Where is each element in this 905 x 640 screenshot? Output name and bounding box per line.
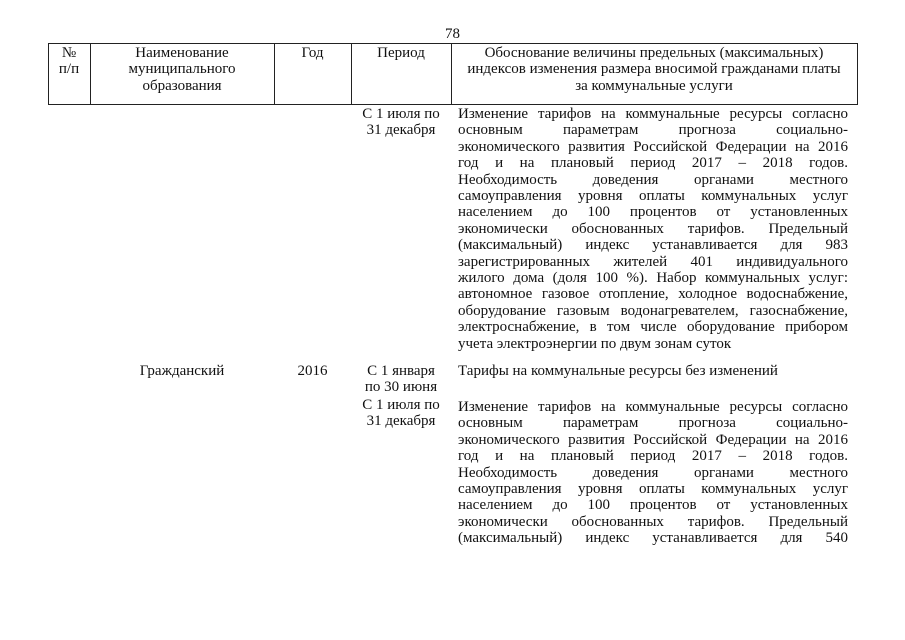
row1-period bbox=[351, 106, 451, 139]
text-line: жилого дома (доля 100 %). Набор коммунальных услуг: bbox=[458, 270, 848, 287]
period-line: С 1 июля по bbox=[362, 397, 440, 413]
header-line: № bbox=[61, 45, 77, 61]
text-line: экономического развития Российской Федерации на 2016 bbox=[458, 431, 848, 448]
header-line: за коммунальные услуги bbox=[575, 77, 733, 94]
period-line: С 1 января bbox=[367, 363, 435, 379]
text-line: Изменение тарифов на коммунальные ресурсы согласно bbox=[458, 106, 848, 122]
row2-period-b bbox=[351, 397, 451, 430]
header-justification bbox=[451, 45, 857, 94]
text-line: (максимальный) индекс устанавливается для 983 bbox=[458, 237, 848, 254]
text-line: экономически обоснованных тарифов. Предельный bbox=[458, 220, 848, 237]
header-bottom-border bbox=[48, 104, 858, 105]
row2-year: 2016 bbox=[297, 363, 328, 379]
text-line: экономически обоснованных тарифов. Предельный bbox=[458, 513, 848, 530]
col-border-5 bbox=[857, 43, 858, 105]
text-line: основным параметрам прогноза социально- bbox=[458, 415, 848, 432]
text-line: населением до 100 процентов от установленных bbox=[458, 204, 848, 221]
text-line: самоуправления уровня оплаты коммунальных услуг bbox=[458, 188, 848, 205]
text-line: Изменение тарифов на коммунальные ресурсы согласно bbox=[458, 399, 848, 415]
row2-justification-a: Тарифы на коммунальные ресурсы без изменений bbox=[458, 363, 778, 379]
text-line: учета электроэнергии по двум зонам суток bbox=[458, 335, 732, 352]
row2-justification-b bbox=[458, 399, 848, 547]
header-year bbox=[274, 45, 351, 61]
header-name bbox=[90, 45, 274, 94]
text-line: (максимальный) индекс устанавливается для 540 bbox=[458, 530, 848, 547]
period-line: С 1 июля по bbox=[362, 106, 440, 122]
text-line: основным параметрам прогноза социально- bbox=[458, 122, 848, 139]
row2-municipality-name: Гражданский bbox=[139, 363, 225, 379]
header-num bbox=[48, 45, 90, 78]
header-line: индексов изменения размера вносимой гражданами платы bbox=[467, 61, 841, 78]
text-line: автономное газовое отопление, холодное водоснабжение, bbox=[458, 286, 848, 303]
text-line: оборудование газовым водонагревателем, газоснабжение, bbox=[458, 302, 848, 319]
text-line: населением до 100 процентов от установленных bbox=[458, 497, 848, 514]
header-line: Год bbox=[301, 45, 324, 61]
period-line: 31 декабря bbox=[366, 122, 436, 139]
header-period bbox=[351, 45, 451, 61]
header-top-border bbox=[48, 43, 858, 44]
text-line: самоуправления уровня оплаты коммунальных услуг bbox=[458, 481, 848, 498]
period-line: по 30 июня bbox=[364, 379, 438, 396]
text-line: зарегистрированных жителей 401 индивидуального bbox=[458, 253, 848, 270]
header-line: п/п bbox=[58, 61, 80, 78]
text-line: Необходимость доведения органами местного bbox=[458, 464, 848, 481]
header-line: образования bbox=[142, 77, 222, 94]
page-number: 78 bbox=[445, 26, 460, 42]
row2-period-a bbox=[351, 363, 451, 396]
text-line: год и на плановый период 2017 – 2018 годов. bbox=[458, 155, 848, 172]
row1-justification bbox=[458, 106, 848, 352]
header-line: Обоснование величины предельных (максимальных) bbox=[484, 45, 824, 61]
header-line: Наименование bbox=[135, 45, 229, 61]
header-line: Период bbox=[377, 45, 425, 61]
text-line: электроснабжение, в том числе оборудование прибором bbox=[458, 319, 848, 336]
text-line: экономического развития Российской Федерации на 2016 bbox=[458, 138, 848, 155]
text-line: год и на плановый период 2017 – 2018 годов. bbox=[458, 448, 848, 465]
period-line: 31 декабря bbox=[366, 413, 436, 430]
text-line: Необходимость доведения органами местного bbox=[458, 171, 848, 188]
header-line: муниципального bbox=[128, 61, 236, 78]
